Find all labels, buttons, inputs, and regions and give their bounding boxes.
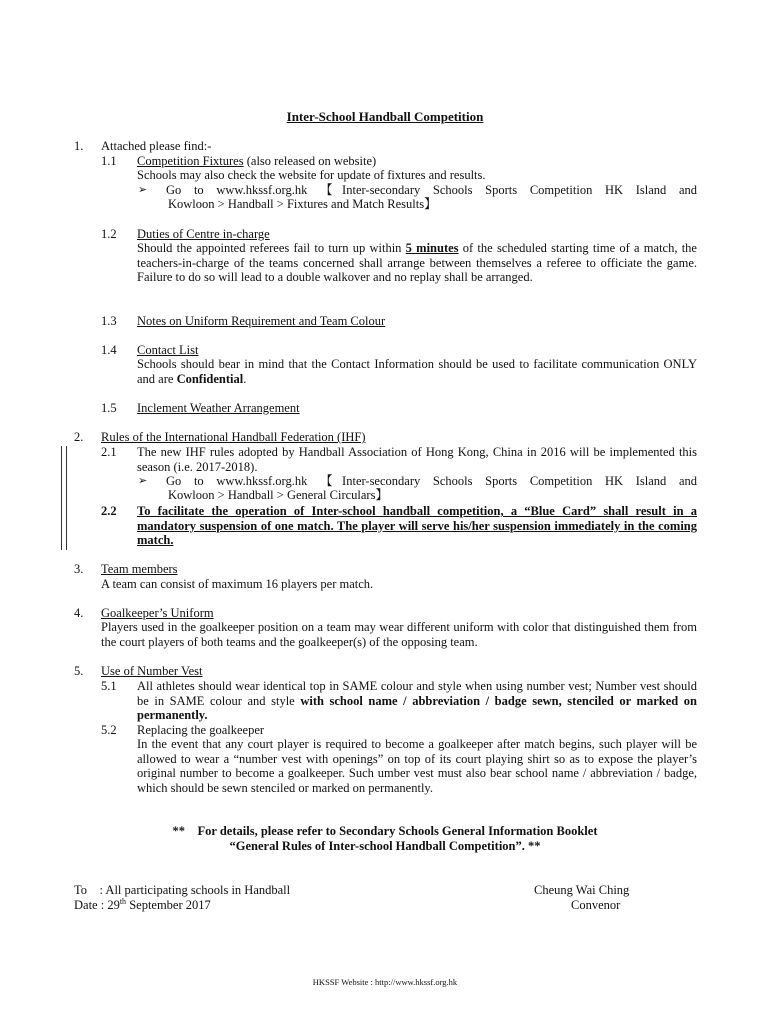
date-suffix: September 2017 — [126, 898, 211, 912]
item-1-4-number: 1.4 — [101, 343, 117, 357]
item-1-4-label: Contact List — [137, 343, 199, 357]
item-1-1-text: Schools may also check the website for update of fixtures and results. — [137, 168, 486, 182]
item-5-1-text-a: All athletes should wear identical top in SAME colour and style when using number vest; Number vest should be in SAME colour and style — [137, 679, 697, 708]
item-1-5-number: 1.5 — [101, 401, 117, 415]
item-1-1-goto-line2: Kowloon > Handball > Fixtures and Match Results】 — [168, 197, 437, 211]
item-2-2-text: To facilitate the operation of Inter-school handball competition, a “Blue Card” shall result in a mandatory suspension of one match. The player will serve his/her suspension immediately in the coming match. — [137, 504, 697, 548]
item-1-2-label: Duties of Centre in-charge — [137, 227, 270, 241]
item-1-2-text — [137, 241, 697, 285]
item-1-3-label: Notes on Uniform Requirement and Team Colour — [137, 314, 386, 328]
section-4-heading: Goalkeeper’s Uniform — [101, 606, 214, 620]
date-line — [74, 898, 211, 913]
item-1-1-heading — [137, 154, 376, 169]
section-4-text: Players used in the goalkeeper position on a team may wear different uniform with color that distinguished them from the court players of both teams and the goalkeeper(s) of the opposing team. — [101, 620, 697, 649]
date-prefix: Date : 29 — [74, 898, 120, 912]
item-1-4-text-bold: Confidential — [176, 371, 244, 386]
change-bar — [61, 446, 62, 550]
recipient-line: To : All participating schools in Handball — [74, 883, 291, 897]
item-5-1-number: 5.1 — [101, 679, 117, 693]
item-5-2-text: In the event that any court player is required to become a goalkeeper after match begins, such player will be allowed to wear a “number vest with openings” on top of its court playing shirt so as to expose the player’s original number to become a goalkeeper. Such umber vest must also bear school name / abbreviation / badge, which should be sewn stenciled or marked on permanently. — [137, 737, 697, 795]
signatory-name: Cheung Wai Ching — [534, 883, 630, 897]
section-1-number: 1. — [74, 139, 84, 153]
item-5-2-heading: Replacing the goalkeeper — [137, 723, 265, 737]
section-1-heading: Attached please find:- — [101, 139, 212, 153]
item-2-2-number: 2.2 — [101, 504, 117, 518]
section-3-number: 3. — [74, 562, 84, 576]
item-1-5-label: Inclement Weather Arrangement — [137, 401, 300, 415]
item-5-1-text-bold: with school name / abbreviation / badge sewn, stenciled or marked on permanently. — [137, 693, 697, 723]
item-1-1-number: 1.1 — [101, 154, 117, 168]
item-2-1-goto-line1: Go to www.hkssf.org.hk 【Inter-secondary Schools Sports Competition HK Island and — [166, 474, 697, 488]
arrow-bullet-icon: ➢ — [138, 475, 148, 487]
footer-website: HKSSF Website : http://www.hkssf.org.hk — [312, 977, 458, 987]
item-1-2-number: 1.2 — [101, 227, 117, 241]
item-5-2-number: 5.2 — [101, 723, 117, 737]
item-5-1-text — [137, 679, 697, 723]
section-3-heading: Team members — [101, 562, 178, 576]
change-bar — [66, 446, 67, 550]
item-1-4-text-a: Schools should bear in mind that the Contact Information should be used to facilitate communication ONLY and are — [137, 357, 697, 386]
item-2-1-number: 2.1 — [101, 445, 117, 459]
item-1-2-text-bold: 5 minutes — [405, 241, 459, 255]
section-3-text: A team can consist of maximum 16 players per match. — [101, 577, 374, 591]
section-2-number: 2. — [74, 430, 84, 444]
item-1-2-text-b: of the scheduled starting time of a match, the teachers-in-charge of the teams concerned shall arrange between themselves a referee to officiate the game. Failure to do so will lead to a double walkover and no replay shall be arranged. — [137, 241, 697, 285]
item-1-1-label: Competition Fixtures — [137, 154, 244, 168]
item-1-4-text — [137, 357, 697, 386]
date-superscript: th — [119, 896, 127, 906]
note-line-2: “General Rules of Inter-school Handball Competition”. ** — [229, 839, 541, 853]
note-line-1: ** For details, please refer to Secondary Schools General Information Booklet — [172, 824, 598, 838]
arrow-bullet-icon: ➢ — [138, 184, 148, 196]
signatory-role: Convenor — [571, 898, 621, 912]
item-1-1-label-suffix: (also released on website) — [243, 154, 377, 168]
page-title: Inter-School Handball Competition — [286, 109, 484, 124]
section-4-number: 4. — [74, 606, 84, 620]
section-5-number: 5. — [74, 664, 84, 678]
section-5-heading: Use of Number Vest — [101, 664, 203, 678]
item-1-2-text-a: Should the appointed referees fail to turn up within — [137, 241, 406, 255]
item-1-3-number: 1.3 — [101, 314, 117, 328]
item-2-1-goto-line2: Kowloon > Handball > General Circulars】 — [168, 488, 388, 502]
item-1-1-goto-line1: Go to www.hkssf.org.hk 【Inter-secondary Schools Sports Competition HK Island and — [166, 183, 697, 197]
item-2-1-text: The new IHF rules adopted by Handball Association of Hong Kong, China in 2016 will be implemented this season (i.e. 2017-2018). — [137, 445, 697, 474]
item-1-4-text-b: . — [243, 371, 247, 386]
section-2-heading: Rules of the International Handball Federation (IHF) — [101, 430, 366, 444]
